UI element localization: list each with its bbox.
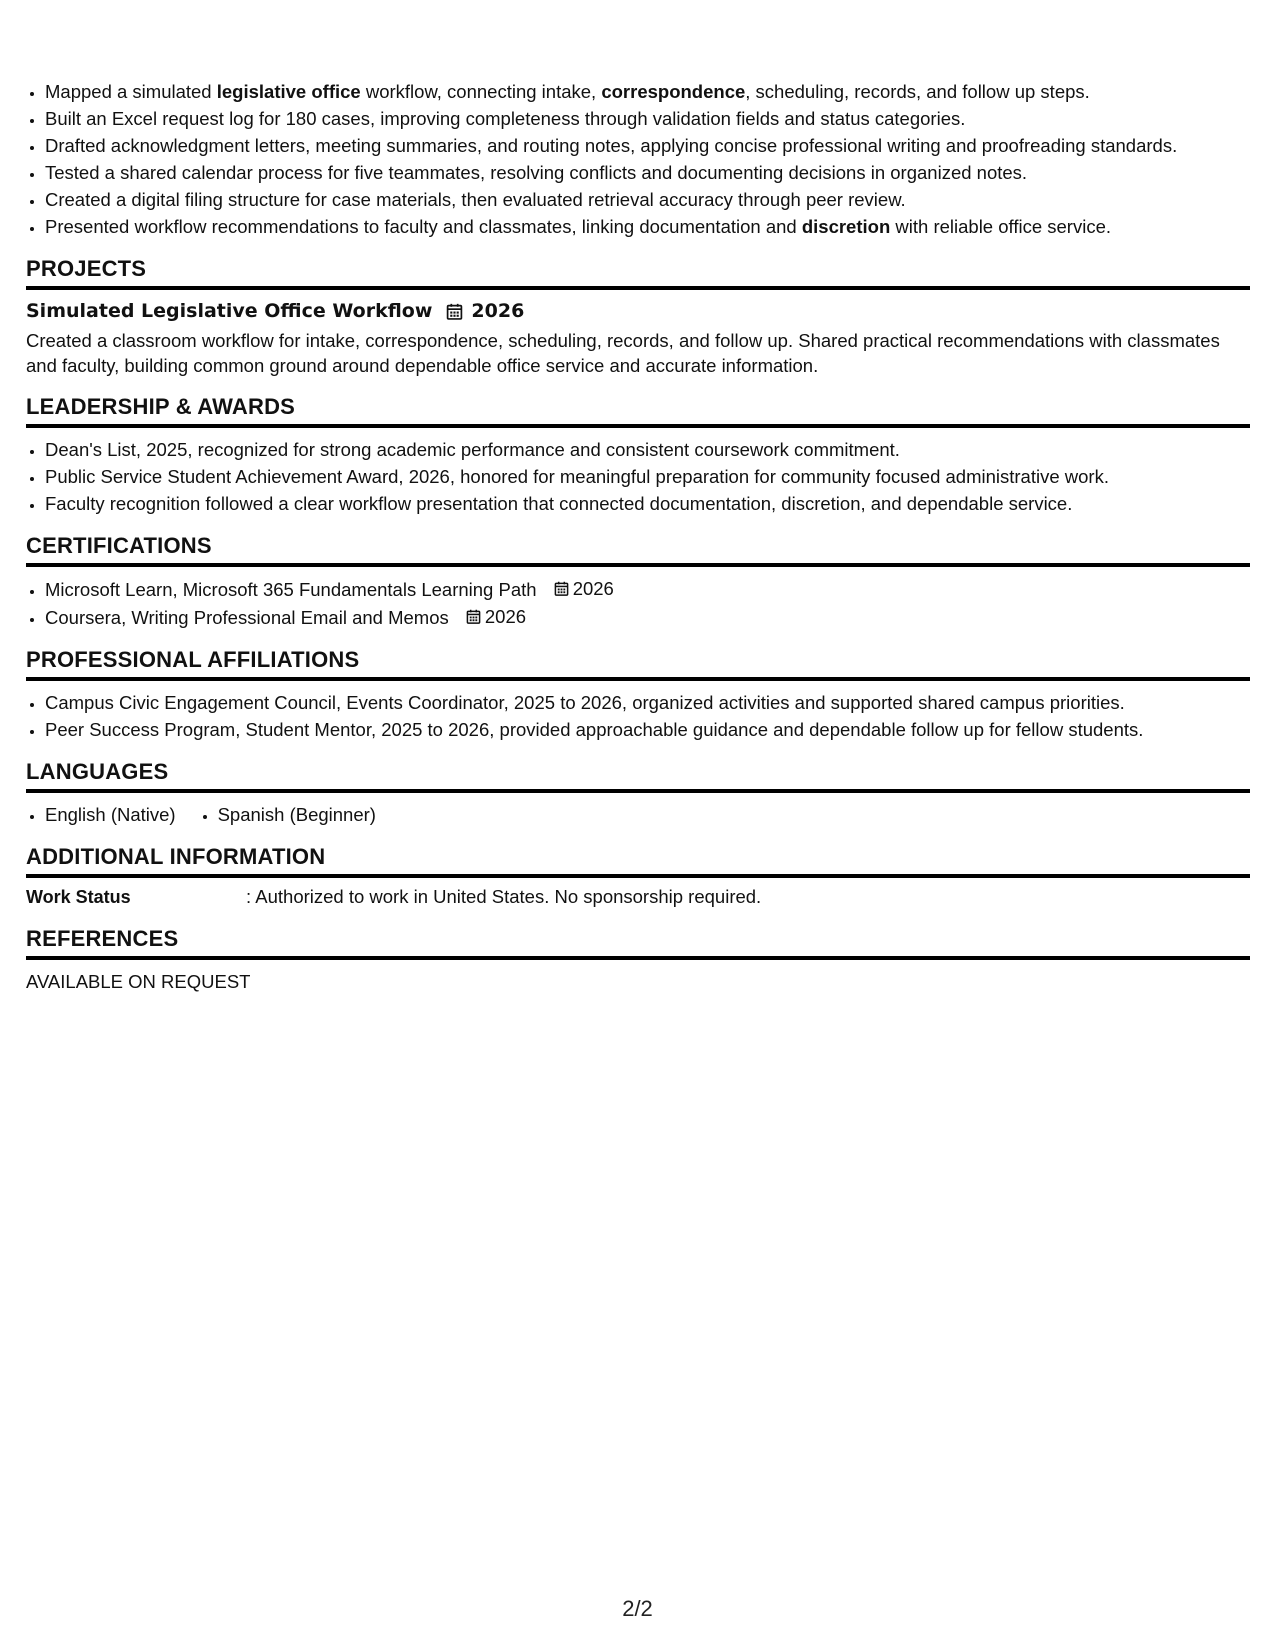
certification-date-text: 2026 <box>484 606 527 627</box>
section-title-leadership: LEADERSHIP & AWARDS <box>26 393 1250 428</box>
certification-date <box>466 603 526 630</box>
section-title-affiliations: PROFESSIONAL AFFILIATIONS <box>26 646 1250 681</box>
page-number: 2/2 <box>622 1596 653 1621</box>
text-segment: Created a digital filing structure for case materials, then evaluated retrieval accuracy through peer review. <box>45 189 906 210</box>
list-item: • Campus Civic Engagement Council, Events Coordinator, 2025 to 2026, organized activities and supported shared campus priorities. <box>45 689 1250 716</box>
affiliations-section <box>26 646 1250 743</box>
leadership-list <box>26 436 1250 517</box>
list-item: • Spanish (Beginner) <box>218 801 376 828</box>
section-title-projects: PROJECTS <box>26 255 1250 290</box>
bold-keyword: legislative office <box>216 81 361 102</box>
affiliations-list <box>26 689 1250 743</box>
work-status-row <box>26 884 1250 910</box>
text-segment: workflow, connecting intake, <box>360 81 602 102</box>
work-status-label: Work Status <box>26 887 131 907</box>
list-item <box>45 132 1250 159</box>
projects-section <box>26 255 1250 378</box>
references-text: AVAILABLE ON REQUEST <box>26 971 251 992</box>
section-title-languages: LANGUAGES <box>26 758 1250 793</box>
text-segment: Built an Excel request log for 180 cases, improving completeness through validation fields and status categories. <box>45 108 966 129</box>
project-name: Simulated Legislative Office Workflow <box>26 300 433 322</box>
list-item <box>45 159 1250 186</box>
certification-date <box>554 575 614 602</box>
certification-name: Microsoft Learn, Microsoft 365 Fundamentals Learning Path <box>45 579 537 600</box>
list-item <box>45 78 1250 105</box>
leadership-section <box>26 393 1250 517</box>
text-segment: with reliable office service. <box>890 216 1111 237</box>
calendar-icon <box>446 303 463 320</box>
list-item <box>45 186 1250 213</box>
list-item: • Dean's List, 2025, recognized for strong academic performance and consistent coursework commitment. <box>45 436 1250 463</box>
calendar-icon <box>466 609 481 624</box>
text-segment: Mapped a simulated <box>45 81 217 102</box>
certification-date-text: 2026 <box>572 578 614 599</box>
languages-section <box>26 758 1250 828</box>
list-item <box>45 603 1250 631</box>
project-date-text: 2026 <box>471 300 525 322</box>
text-segment: , scheduling, records, and follow up steps. <box>745 81 1090 102</box>
languages-list <box>26 801 1250 828</box>
calendar-icon <box>554 581 569 596</box>
project-date <box>446 296 524 326</box>
list-item: • Peer Success Program, Student Mentor, 2025 to 2026, provided approachable guidance and dependable follow up for fellow students. <box>45 716 1250 743</box>
certifications-section <box>26 532 1250 631</box>
bold-keyword: discretion <box>801 216 891 237</box>
certification-name: Coursera, Writing Professional Email and Memos <box>45 607 449 628</box>
list-item: • Faculty recognition followed a clear workflow presentation that connected documentation, discretion, and dependable service. <box>45 490 1250 517</box>
section-title-additional-info: ADDITIONAL INFORMATION <box>26 843 1250 878</box>
list-item: • English (Native) <box>45 801 176 828</box>
list-item <box>45 575 1250 603</box>
project-description: Created a classroom workflow for intake, correspondence, scheduling, records, and follow up. Shared practical recommendations with classmates and faculty, building common ground around dependable office service and accurate information. <box>26 330 1220 376</box>
resume-page <box>26 78 1250 995</box>
section-title-certifications: CERTIFICATIONS <box>26 532 1250 567</box>
experience-bullet-list <box>26 78 1250 240</box>
text-segment: Tested a shared calendar process for five teammates, resolving conflicts and documenting decisions in organized notes. <box>45 162 1028 183</box>
text-segment: Drafted acknowledgment letters, meeting summaries, and routing notes, applying concise professional writing and proofreading standards. <box>45 135 1178 156</box>
list-item <box>45 105 1250 132</box>
text-segment: Presented workflow recommendations to faculty and classmates, linking documentation and <box>45 216 802 237</box>
additional-info-section <box>26 843 1250 910</box>
list-item: • Public Service Student Achievement Award, 2026, honored for meaningful preparation for community focused administrative work. <box>45 463 1250 490</box>
project-header <box>26 296 1250 326</box>
work-status-value: : Authorized to work in United States. No sponsorship required. <box>246 886 762 907</box>
references-section <box>26 925 1250 995</box>
section-title-references: REFERENCES <box>26 925 1250 960</box>
certifications-list <box>26 575 1250 631</box>
bold-keyword: correspondence <box>601 81 746 102</box>
list-item <box>45 213 1250 240</box>
